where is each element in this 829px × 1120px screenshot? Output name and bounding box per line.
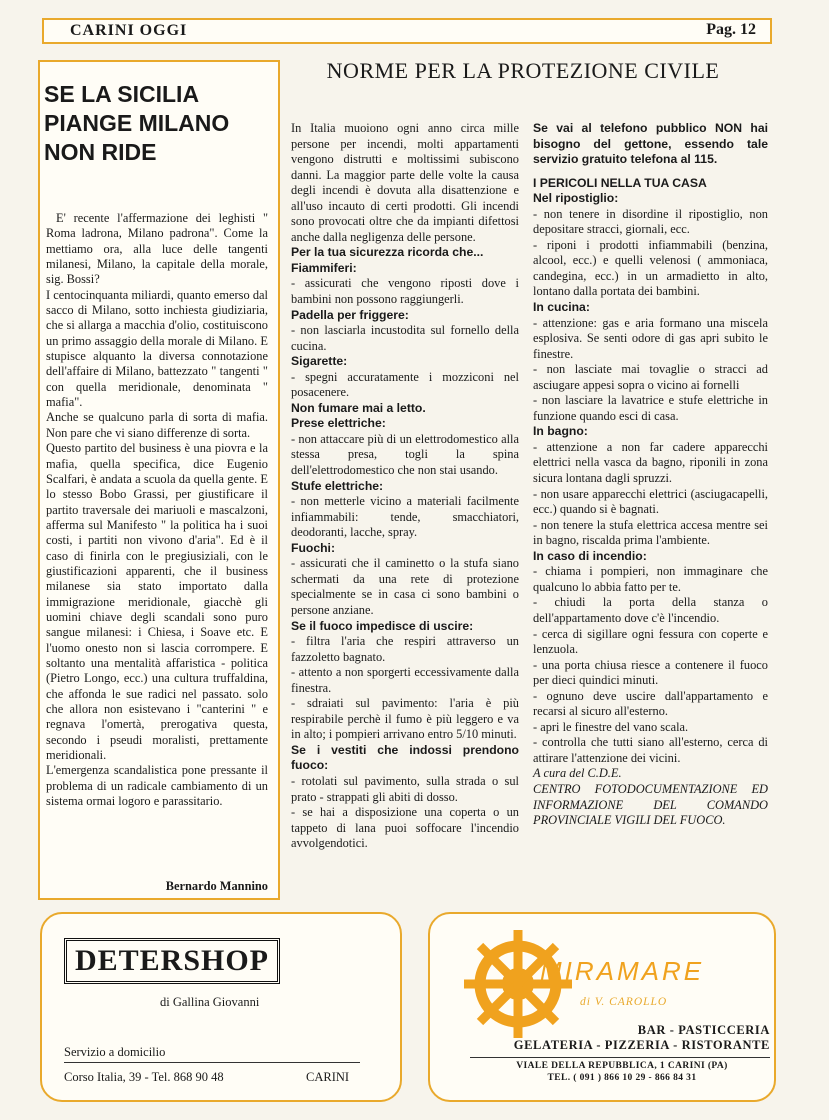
title-line: SE LA SICILIA <box>44 81 200 107</box>
paragraph: - filtra l'aria che respiri attraverso un fazzoletto bagnato. <box>291 634 519 664</box>
paragraph: - chiudi la porta della stanza o dell'appartamento dove c'è l'incendio. <box>533 595 768 625</box>
detershop-owner: di Gallina Giovanni <box>160 995 260 1009</box>
section-heading: Prese elettriche: <box>291 416 386 431</box>
paragraph: - controlla che tutti siano all'esterno, cerca di attirare l'attenzione dei vicini. <box>533 735 768 765</box>
title-line: PIANGE MILANO <box>44 110 230 136</box>
paragraph: - attenzione a non far cadere apparecchi elettrici nella vasca da bagno, riponili in zona sicura lontana dagli spruzzi. <box>533 439 768 486</box>
paragraph: - non usare apparecchi elettrici (asciugacapelli, ecc.) quando si è bagnati. <box>533 486 768 517</box>
credit-line: A cura del C.D.E. <box>533 766 622 781</box>
paragraph: - riponi i prodotti infiammabili (benzina, alcool, ecc.) e quelli velenosi ( ammoniaca, candegina, ecc.) in un armadietto in alto, lontano dalla portata dei bambini. <box>533 237 768 299</box>
paragraph: L'emergenza scandalistica pone pressante il problema di un radicale cambiamento di un sistema ormai logoro e parassitario. <box>46 763 268 809</box>
miramare-services-line1: BAR - PASTICCERIA <box>637 1023 770 1037</box>
page-number: Pag. 12 <box>706 21 756 38</box>
section-heading: I PERICOLI NELLA TUA CASA <box>533 175 707 190</box>
paragraph: In Italia muoiono ogni anno circa mille persone per incendi, molti appartamenti vengono distrutti e moltissimi subiscono danni. La maggior parte delle volte la causa degli incendi è dovuta alla disattenzione e all'uso incauto di certi prodotti. Gli incendi sono provocati oltre che da impianti difettosi anche dalla negligenza delle persone. <box>291 121 519 244</box>
paragraph: E' recente l'affermazione dei leghisti " Roma ladrona, Milano padrona". Come la mettiamo ora, alla luce delle tangenti milanesi, Milano, la capitale della morale, sig. Bossi? <box>46 211 268 287</box>
paragraph: - rotolati sul pavimento, sulla strada o sul prato - strappati gli abiti di dosso. <box>291 773 519 804</box>
left-article-title <box>44 80 276 167</box>
main-article-title: NORME PER LA PROTEZIONE CIVILE <box>326 58 720 83</box>
section-heading: Non fumare mai a letto. <box>291 400 426 415</box>
paragraph: - attento a non sporgerti eccessivamente dalla finestra. <box>291 665 519 695</box>
section-heading: Se il fuoco impedisce di uscire: <box>291 618 474 633</box>
paragraph: - non metterle vicino a materiali facilmente infiammabili: tende, smacchiatori, deodoranti, lacche, spray. <box>291 494 519 540</box>
paragraph: - sdraiati sul pavimento: l'aria è più respirabile perchè il fumo è più leggero e va in alto; i pompieri arrivano entro 5/10 minuti. <box>291 696 519 742</box>
miramare-address: VIALE DELLA REPUBBLICA, 1 CARINI (PA) <box>516 1061 728 1071</box>
paragraph: - non attaccare più di un elettrodomestico alla stessa presa, togli la spina dell'elettrodomestico che non stai usando. <box>291 431 519 478</box>
detershop-address: Corso Italia, 39 - Tel. 868 90 48 <box>64 1070 224 1084</box>
paragraph: - non tenere la stufa elettrica accesa mentre sei in bagno, riscalda prima l'ambiente. <box>533 517 768 548</box>
author-signature: Bernardo Mannino <box>165 879 268 893</box>
detershop-logo-text: DETERSHOP <box>74 944 270 977</box>
paragraph: - chiama i pompieri, non immaginare che qualcuno lo abbia fatto per te. <box>533 564 768 594</box>
main-article-column-2 <box>533 121 768 829</box>
section-heading: Nel ripostiglio: <box>533 191 619 206</box>
paragraph: - assicurati che il caminetto o la stufa siano schermati da una rete di protezione specialmente se in casa ci sono bambini o persone anziane. <box>291 556 519 617</box>
paragraph: Anche se qualcuno parla di sorta di mafia. Non pare che vi siano differenze di sorta. <box>46 410 268 440</box>
paragraph: - ognuno deve uscire dall'appartamento e recarsi al sicuro all'esterno. <box>533 688 768 719</box>
section-heading: Stufe elettriche: <box>291 478 384 493</box>
section-heading: In bagno: <box>533 424 588 439</box>
detershop-logo <box>64 938 280 984</box>
miramare-name: MIRAMARE <box>540 956 705 986</box>
paragraph: I centocinquanta miliardi, quanto emerso dal sacco di Milano, sotto inchiesta giudiziaria, che si allarga a macchia d'olio, costituiscono un primo assaggio della morale di Milano. E stupisce alquanto la diversa connotazione dell'affaire di Milano, battezzato " tangenti " con quella meridionale, denominata " mafia". <box>46 287 268 410</box>
paragraph: - se hai a disposizione una coperta o un tappeto di lana puoi soffocare l'incendio avvolgendotici. <box>291 805 519 851</box>
ship-wheel-logo-icon <box>448 922 578 1052</box>
section-heading: Fiammiferi: <box>291 260 357 275</box>
miramare-owner: di V. CAROLLO <box>580 996 668 1008</box>
detershop-city: CARINI <box>306 1070 350 1084</box>
paragraph: - non lasciare la lavatrice e stufe elettriche in funzione quando esci di casa. <box>533 393 768 423</box>
paragraph: - non lasciate mai tovaglie o stracci ad asciugare appesi sopra o vicino ai fornelli <box>533 362 768 392</box>
section-heading: Sigarette: <box>291 354 348 369</box>
left-article-body <box>46 211 268 809</box>
paragraph: - non lasciarla incustodita sul fornello della cucina. <box>291 323 519 353</box>
paragraph: - attenzione: gas e aria formano una miscela esplosiva. Se senti odore di gas apri subito le finestre. <box>533 315 768 361</box>
section-heading: Se vai al telefono pubblico NON hai bisogno del gettone, essendo tale servizio gratuito telefona al 115. <box>533 121 768 167</box>
section-heading: Per la tua sicurezza ricorda che... <box>291 245 484 260</box>
paragraph: Questo partito del business è una piovra e la mafia, quella specifica, dice Eugenio Scalfari, è andata a scuola da quella gente. E lo stesso Bobo Grassi, per giustificare il partito traversale dei mariuoli e mascalzoni, afferma sul Manifesto " la politica ha i suoi costi, i partiti non vivono d'aria". Ed è il caso di finirla con le pregiusiziali, con le giustificazioni apparenti, che il business milanese sia stato importato dalla immigrazione meridionale, giacchè gli uomini chiave degli scandali sono puro sangue milanesi: i Chiesa, i Soave etc. E l'uomo onesto non si lascia corrompere. E soltanto una mentalità affaristica - politica (Pietro Longo, ecc.) una cultura truffaldina, che affonda le sue radici nel passato. solo che allora non esistevano i "canterini " e regnava l'omertà, prerogativa questa, secondo i pseudi moralisti, prettamente meridionali. <box>46 441 268 763</box>
section-heading: In caso di incendio: <box>533 548 647 563</box>
paragraph: - non tenere in disordine il ripostiglio, non depositare stracci, giornali, ecc. <box>533 206 768 237</box>
divider <box>470 1057 770 1058</box>
main-article-column-1 <box>291 121 519 852</box>
section-heading: Padella per friggere: <box>291 307 409 322</box>
title-line: NON RIDE <box>44 139 157 165</box>
paragraph: - cerca di sigillare ogni fessura con coperte e lenzuola. <box>533 626 768 657</box>
page-header <box>42 18 772 44</box>
section-heading: Fuochi: <box>291 540 336 555</box>
miramare-phone: TEL. ( 091 ) 866 10 29 - 866 84 31 <box>547 1073 697 1083</box>
newspaper-name: CARINI OGGI <box>70 22 188 39</box>
detershop-service: Servizio a domicilio <box>64 1045 166 1059</box>
spacer <box>533 168 768 176</box>
paragraph: - una porta chiusa riesce a contenere il fuoco per dieci quindici minuti. <box>533 657 768 688</box>
section-heading: Se i vestiti che indossi prendono fuoco: <box>291 742 519 773</box>
divider <box>64 1062 360 1063</box>
paragraph: - apri le finestre del vano scala. <box>533 719 689 734</box>
paragraph: - spegni accuratamente i mozziconi nel posacenere. <box>291 369 519 400</box>
section-heading: In cucina: <box>533 300 590 315</box>
miramare-services-line2: GELATERIA - PIZZERIA - RISTORANTE <box>513 1038 770 1052</box>
credit-line: CENTRO FOTODOCUMENTAZIONE ED INFORMAZIONE DEL COMANDO PROVINCIALE VIGILI DEL FUOCO. <box>533 781 768 828</box>
paragraph: - assicurati che vengono riposti dove i bambini non possono raggiungerli. <box>291 276 519 307</box>
